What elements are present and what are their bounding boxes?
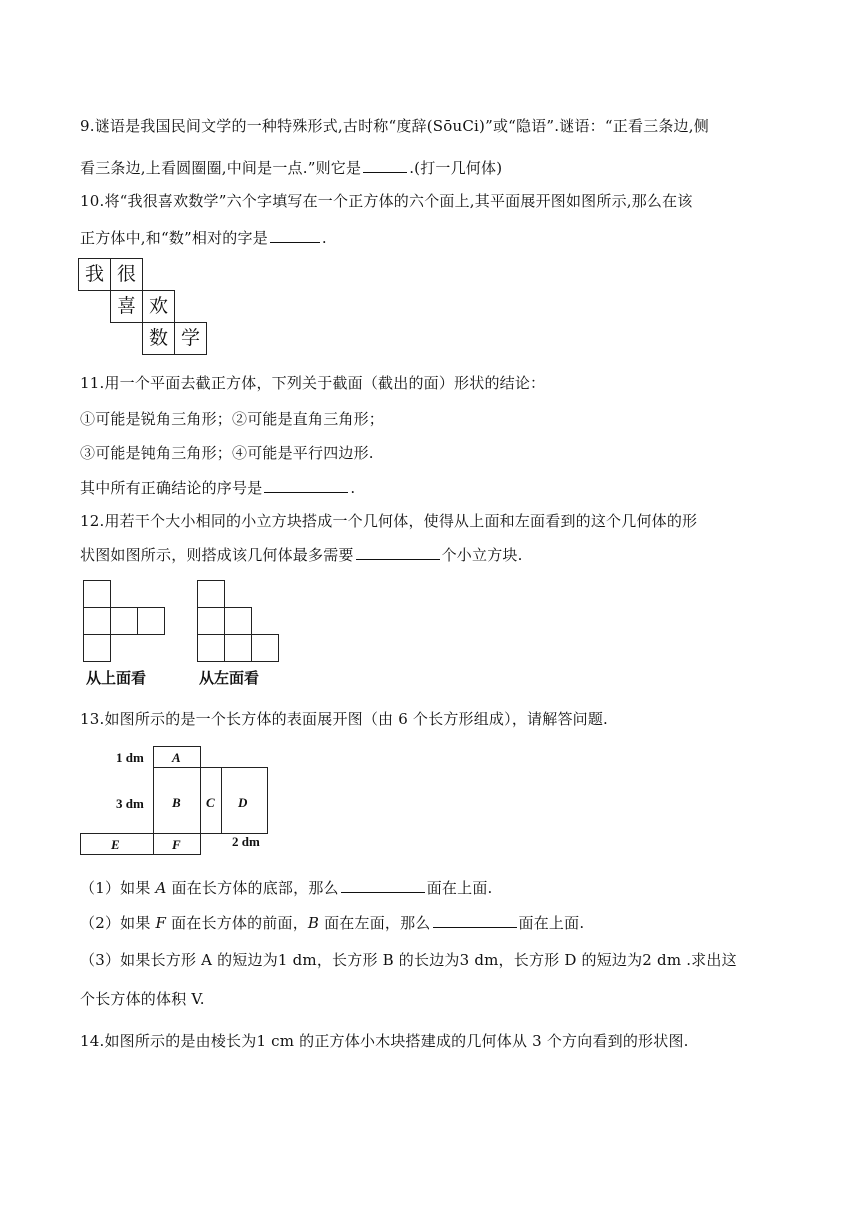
q10-line2 — [80, 227, 327, 248]
q14-line1: 14.如图所示的是由棱长为1 cm 的正方体小木块搭建成的几何体从 3 个方向看到的形状图. — [80, 1032, 689, 1050]
net-cell-xi: 喜 — [110, 290, 143, 323]
q11-line1: 11.用一个平面去截正方体，下列关于截面（截出的面）形状的结论： — [80, 374, 546, 392]
net-label-f: F — [172, 837, 181, 852]
net-cell-xue: 学 — [174, 322, 207, 355]
q12-line2-post: 个小立方块. — [441, 546, 523, 564]
q11-line3: ③可能是钝角三角形；④可能是平行四边形. — [80, 444, 374, 462]
left-view-square — [224, 607, 252, 635]
left-view-square — [197, 634, 225, 662]
q13-part1-blank — [341, 891, 425, 893]
q9-line2-pre: 看三条边,上看圆圈圈,中间是一点.”则它是 — [80, 159, 362, 177]
net-label-c: C — [206, 795, 215, 810]
net-label-a: A — [172, 750, 181, 765]
q13-part2-mid2: 面在左面，那么 — [319, 914, 431, 932]
q13-part2-blank — [433, 926, 517, 928]
q12-answer-blank — [356, 558, 440, 560]
q13-part2-post: 面在上面. — [518, 914, 585, 932]
q13-part2-var2: B — [307, 914, 320, 932]
q11-line4-post: . — [350, 479, 356, 497]
dim-label-2dm: 2 dm — [232, 834, 260, 849]
top-view-square — [83, 634, 111, 662]
net-label-b: B — [172, 795, 181, 810]
net-label-e: E — [111, 837, 120, 852]
q13-part2-var1: F — [155, 914, 167, 932]
left-view-square — [224, 634, 252, 662]
q13-line1: 13.如图所示的是一个长方体的表面展开图（由 6 个长方形组成），请解答问题. — [80, 710, 609, 728]
q13-part1-var: A — [155, 879, 167, 897]
q13-part3-line1: （3）如果长方形 A 的短边为1 dm，长方形 B 的长边为3 dm，长方形 D 的短边为2 dm .求出这 — [80, 951, 737, 969]
net-label-d: D — [238, 795, 248, 810]
left-view-square — [197, 607, 225, 635]
q11-answer-blank — [264, 491, 348, 493]
q11-line4-pre: 其中所有正确结论的序号是 — [80, 479, 263, 497]
left-view-square — [251, 634, 279, 662]
q13-part3-line2: 个长方体的体积 V. — [80, 990, 205, 1008]
q12-line2-pre: 状图如图所示，则搭成该几何体最多需要 — [80, 546, 354, 564]
q9-answer-blank — [363, 171, 407, 173]
q13-part2-mid1: 面在长方体的前面， — [166, 914, 308, 932]
dim-label-1dm: 1 dm — [116, 750, 144, 765]
q13-part1-mid: 面在长方体的底部，那么 — [166, 879, 339, 897]
q10-answer-blank — [270, 241, 320, 243]
q9-line2-post: .(打一几何体) — [409, 159, 503, 177]
q13-part1-post: 面在上面. — [426, 879, 493, 897]
q9-line1: 9.谜语是我国民间文学的一种特殊形式,古时称“度辞(SōuCi)”或“隐语”.谜语：“正看三条边,侧 — [80, 117, 709, 135]
net-cell-hen: 很 — [110, 258, 143, 291]
net-cell-wo: 我 — [78, 258, 111, 291]
q13-part2-pre: （2）如果 — [80, 914, 156, 932]
q10-line1: 10.将“我很喜欢数学”六个字填写在一个正方体的六个面上,其平面展开图如图所示,那么在该 — [80, 192, 693, 210]
caption-left-view: 从左面看 — [199, 669, 260, 687]
q13-part2 — [80, 912, 584, 933]
left-view-square — [197, 580, 225, 608]
net-cell-shu: 数 — [142, 322, 175, 355]
caption-top-view: 从上面看 — [86, 669, 147, 687]
q10-line2-post: . — [321, 229, 327, 247]
q12-line2 — [80, 544, 523, 565]
top-view-square — [137, 607, 165, 635]
dim-label-3dm: 3 dm — [116, 796, 144, 811]
net-cell-huan: 欢 — [142, 290, 175, 323]
q11-line4 — [80, 477, 355, 498]
q13-part1 — [80, 877, 493, 898]
q10-line2-pre: 正方体中,和“数”相对的字是 — [80, 229, 268, 247]
q11-line2: ①可能是锐角三角形；②可能是直角三角形； — [80, 410, 385, 428]
q13-part1-pre: （1）如果 — [80, 879, 156, 897]
top-view-square — [83, 607, 111, 635]
q9-line2 — [80, 157, 502, 178]
top-view-square — [83, 580, 111, 608]
top-view-square — [110, 607, 138, 635]
q12-line1: 12.用若干个大小相同的小立方块搭成一个几何体，使得从上面和左面看到的这个几何体的形 — [80, 512, 698, 530]
